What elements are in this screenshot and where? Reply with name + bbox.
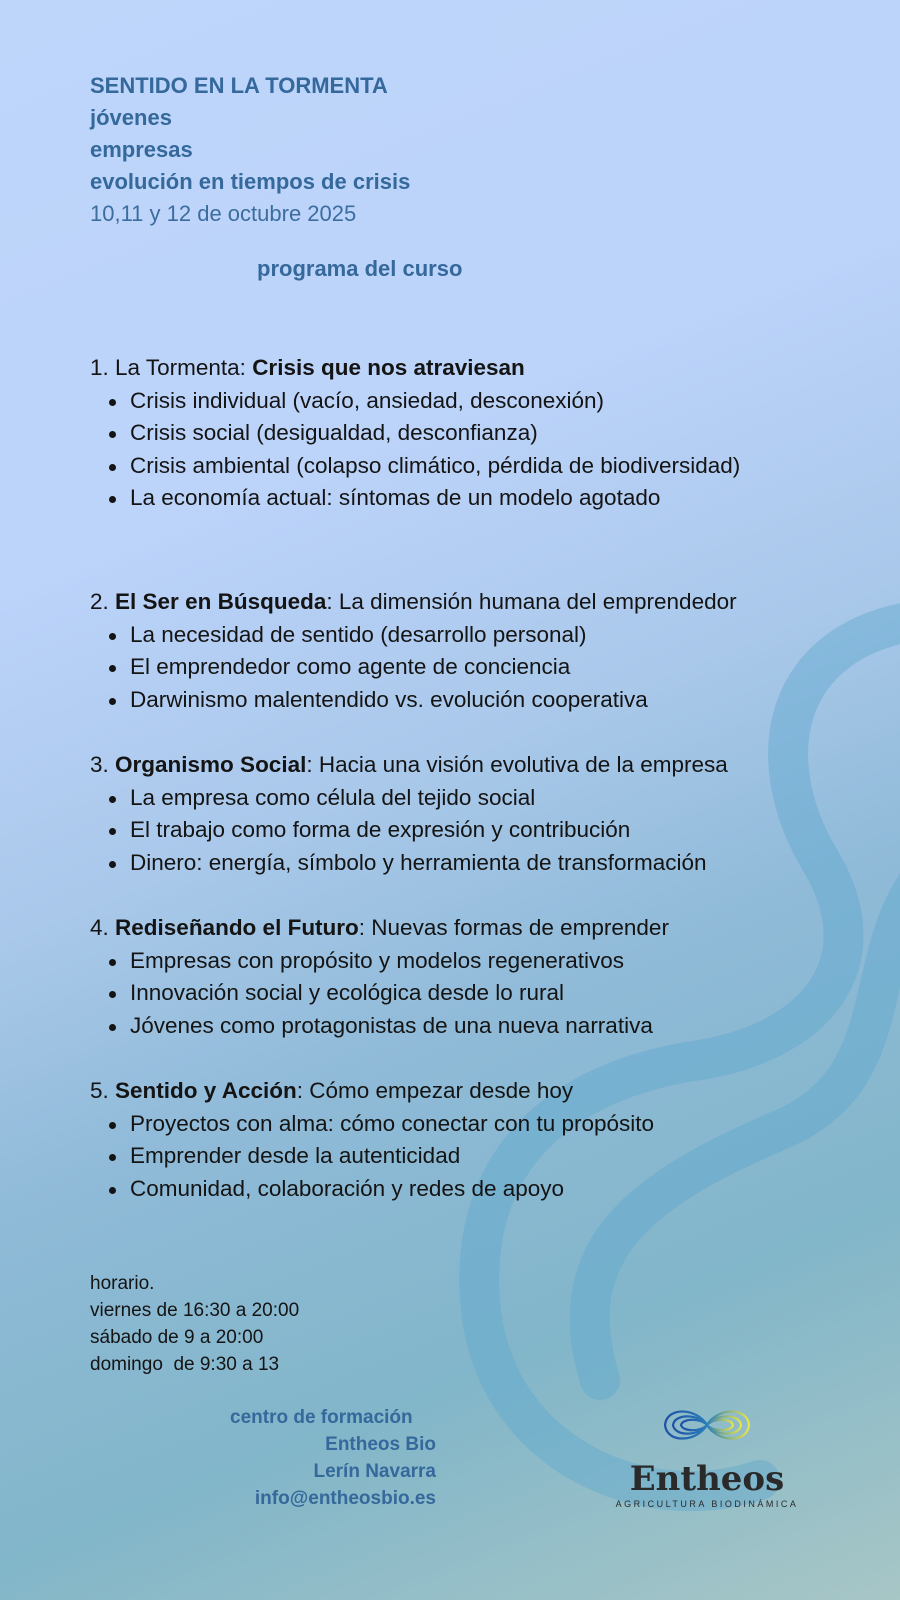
subtitle-evolucion: evolución en tiempos de crisis [90, 169, 411, 194]
section-list [90, 385, 740, 515]
list-item: Jóvenes como protagonistas de una nueva narrativa [90, 1010, 669, 1043]
contact-location: Lerín Navarra [313, 1461, 436, 1482]
section-3 [90, 749, 728, 879]
list-item: Comunidad, colaboración y redes de apoyo [90, 1173, 654, 1206]
list-item: Innovación social y ecológica desde lo rural [90, 977, 669, 1010]
section-list [90, 782, 728, 880]
section-heading: 2. El Ser en Búsqueda: La dimensión humana del emprendedor [90, 589, 737, 614]
contact-org: Entheos Bio [325, 1434, 436, 1455]
section-heading: 3. Organismo Social: Hacia una visión evolutiva de la empresa [90, 752, 728, 777]
event-title: SENTIDO EN LA TORMENTA [90, 73, 388, 98]
subtitle-jovenes: jóvenes [90, 105, 172, 130]
section-list [90, 945, 669, 1043]
schedule-title: horario. [90, 1273, 155, 1294]
section-1 [90, 352, 740, 515]
schedule-line: domingo de 9:30 a 13 [90, 1354, 280, 1375]
subtitle-empresas: empresas [90, 137, 193, 162]
schedule-line: sábado de 9 a 20:00 [90, 1327, 264, 1348]
header [90, 70, 410, 230]
logo-tagline: AGRICULTURA BIODINÁMICA [615, 1499, 799, 1509]
list-item: Emprender desde la autenticidad [90, 1140, 654, 1173]
section-heading: 4. Rediseñando el Futuro: Nuevas formas de emprender [90, 915, 669, 940]
section-2 [90, 586, 737, 716]
list-item: El emprendedor como agente de conciencia [90, 651, 737, 684]
contact-email-link[interactable]: info@entheosbio.es [254, 1488, 436, 1509]
list-item: La necesidad de sentido (desarrollo personal) [90, 619, 737, 652]
list-item: Darwinismo malentendido vs. evolución cooperativa [90, 684, 737, 717]
section-heading: 1. La Tormenta: Crisis que nos atraviesan [90, 355, 525, 380]
section-list [90, 619, 737, 717]
section-5 [90, 1075, 654, 1205]
program-title: programa del curso [257, 256, 463, 281]
list-item: Crisis ambiental (colapso climático, pérdida de biodiversidad) [90, 450, 740, 483]
list-item: La empresa como célula del tejido social [90, 782, 728, 815]
list-item: La economía actual: síntomas de un modelo agotado [90, 482, 740, 515]
entheos-logo [612, 1396, 802, 1509]
list-item: Dinero: energía, símbolo y herramienta de transformación [90, 847, 728, 880]
list-item: Crisis social (desigualdad, desconfianza) [90, 417, 740, 450]
event-dates: 10,11 y 12 de octubre 2025 [90, 201, 357, 226]
schedule-line: viernes de 16:30 a 20:00 [90, 1300, 300, 1321]
list-item: El trabajo como forma de expresión y contribución [90, 814, 728, 847]
contact-block [200, 1404, 436, 1512]
section-4 [90, 912, 669, 1042]
list-item: Empresas con propósito y modelos regenerativos [90, 945, 669, 978]
list-item: Crisis individual (vacío, ansiedad, desconexión) [90, 385, 740, 418]
list-item: Proyectos con alma: cómo conectar con tu propósito [90, 1108, 654, 1141]
infinity-logo-icon [657, 1396, 757, 1454]
section-heading: 5. Sentido y Acción: Cómo empezar desde hoy [90, 1078, 574, 1103]
logo-wordmark: Entheos [629, 1459, 785, 1499]
section-list [90, 1108, 654, 1206]
contact-line: centro de formación [230, 1407, 413, 1428]
schedule [90, 1270, 299, 1378]
